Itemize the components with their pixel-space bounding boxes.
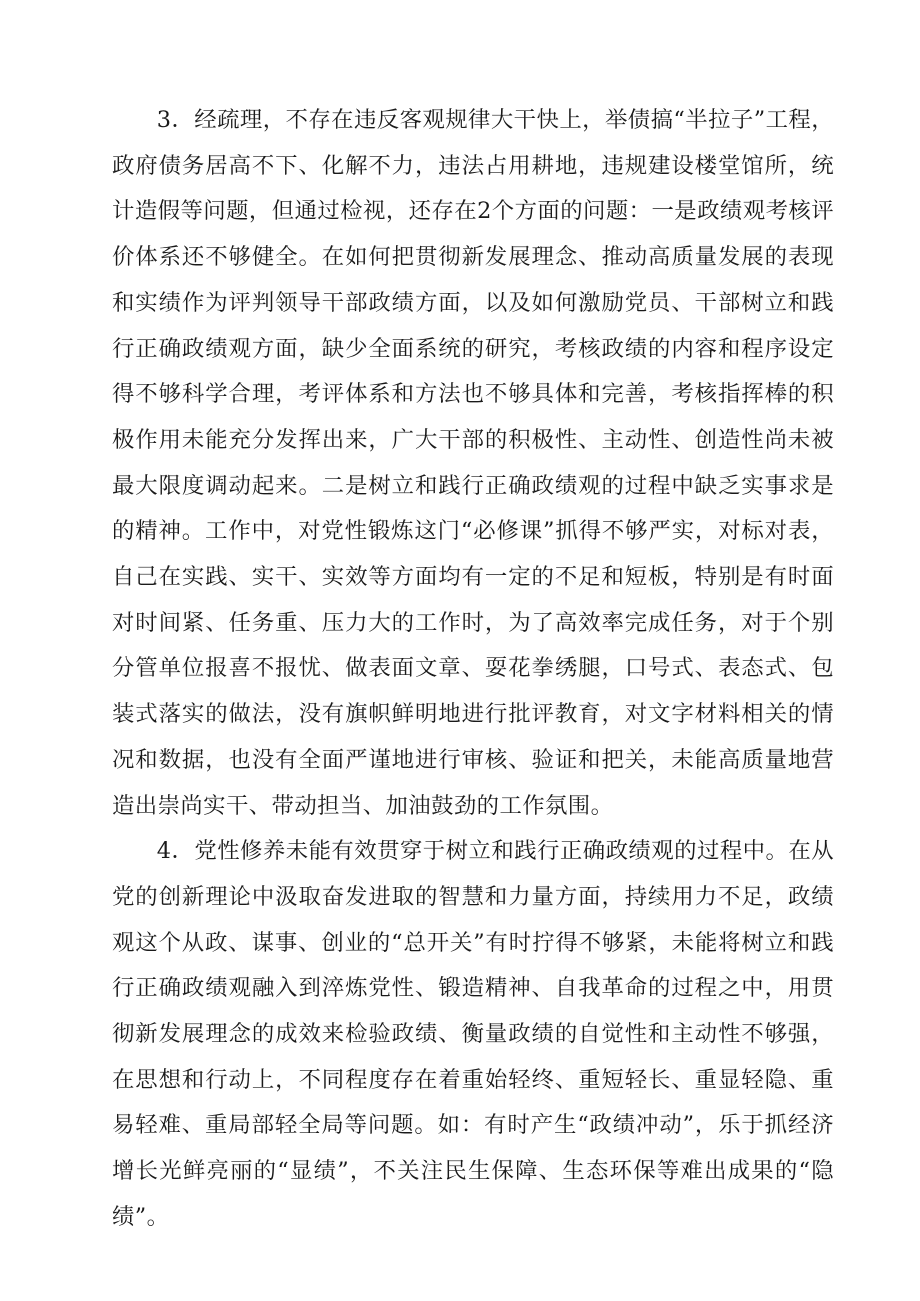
paragraph-4: 4．党性修养未能有效贯穿于树立和践行正确政绩观的过程中。在从党的创新理论中汲取奋发进取的智慧和力量方面，持续用力不足，政绩观这个从政、谋事、创业的“总开关”有时拧得不够紧，未能将树立和践行正确政绩观融入到淬炼党性、锻造精神、自我革命的过程之中，用贯彻新发展理念的成效来检验政绩、衡量政绩的自觉性和主动性不够强，在思想和行动上，不同程度存在着重始轻终、重短轻长、重显轻隐、重易轻难、重局部轻全局等问题。如：有时产生“政绩冲动”，乐于抓经济增长光鲜亮丽的“显绩”，不关注民生保障、生态环保等难出成果的“隐绩”。 — [112, 838, 834, 1230]
document-body — [112, 98, 834, 1241]
paragraph-3: 3．经疏理，不存在违反客观规律大干快上，举债搞“半拉子”工程，政府债务居高不下、化解不力，违法占用耕地，违规建设楼堂馆所，统计造假等问题，但通过检视，还存在2个方面的问题：一是政绩观考核评价体系还不够健全。在如何把贯彻新发展理念、推动高质量发展的表现和实绩作为评判领导干部政绩方面，以及如何激励党员、干部树立和践行正确政绩观方面，缺少全面系统的研究，考核政绩的内容和程序设定得不够科学合理，考评体系和方法也不够具体和完善，考核指挥棒的积极作用未能充分发挥出来，广大干部的积极性、主动性、创造性尚未被最大限度调动起来。二是树立和践行正确政绩观的过程中缺乏实事求是的精神。工作中，对党性锻炼这门“必修课”抓得不够严实，对标对表，自己在实践、实干、实效等方面均有一定的不足和短板，特别是有时面对时间紧、任务重、压力大的工作时，为了高效率完成任务，对于个别分管单位报喜不报忧、做表面文章、耍花拳绣腿，口号式、表态式、包装式落实的做法，没有旗帜鲜明地进行批评教育，对文字材料相关的情况和数据，也没有全面严谨地进行审核、验证和把关，未能高质量地营造出崇尚实干、带动担当、加油鼓劲的工作氛围。 — [112, 107, 834, 819]
